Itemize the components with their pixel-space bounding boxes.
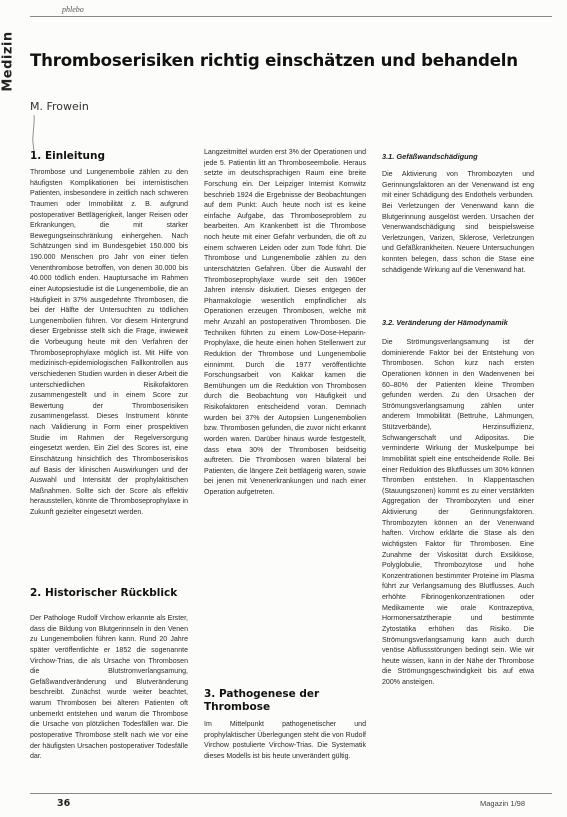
header-rule — [30, 16, 552, 17]
article-author: M. Frowein — [30, 100, 89, 113]
paragraph-history-continued: Langzeitmittel wurden erst 3% der Operationen und jede 5. Patientin litt an Thromboseembolie. Heraus setzte im deutschsprachigen Raum eine breite Forschung ein. Der Leipziger Internist Kornwitz beschrieb 1924 die Ergebnisse der Beobachtungen auf dem Punkt: Auch heute noch ist es keine einfache Aufgabe, das Thromboseproblem zu bearbeiten. Am Krankenbett ist die Thrombose noch heute mit einer Gefahr verbunden, die oft zu einem schweren Leiden oder zum Tode führt. Die Thrombose und Lungenembolie zählen zu den unterschätzten Gefahren. Über die Auswahl der Thromboseprophylaxe wurde seit den 1960er Jahren intensiv diskutiert. Dieses entgegen der Pharmakologie wesentlich empfindlicher als Operationen erzeugen Thrombosen, welche mit mehr Anzahl an postoperativen Thrombosen. Die Techniken führten zu einem Low-Dose-Heparin-Prophylaxe, die heute einen hohen Stellenwert zur Reduktion der Thrombose und Lungenembolie einnimmt. Durch die 1977 veröffentlichte Forschungsarbeit von Kakkar kamen die Bemühungen um die Reduktion von Thrombosen durch die Beobachtung von Häufigkeit und Risikofaktoren entscheidend voran. Demnach wurden bei 37% der Autopsien Lungenembolien bzw. Thrombosen gefunden, die zuvor nicht erkannt worden waren. Darüber hinaus wurde festgestellt, dass etwa 30% der Thrombosen beidseitig auftreten. Die Thrombosen waren bilateral bei Patienten, die längere Zeit bettlägerig waren, sowie bei jenen mit Venenerkrankungen und nach einer Operation aufgetreten. — [204, 149, 366, 496]
text-column-2 — [204, 148, 366, 570]
footer-rule — [30, 793, 552, 794]
heading-haemodynamik: 3.2. Veränderung der Hämodynamik — [382, 318, 508, 327]
text-gefaesswand — [382, 170, 534, 288]
paragraph-haemodynamik: Die Strömungsverlangsamung ist der dominierende Faktor bei der Entstehung von Thrombosen. Schon kurz nach ersten Operationen können in den Wadenvenen bei 60–80% der Patienten kleine Thromben gefunden werden. Zu den Ursachen der Strömungsverlangsamung zählen unter anderem Immobilität (Bettruhe, Lähmungen, Stützverbände), Herzinsuffizienz, Schwangerschaft und Adipositas. Die verminderte Wirkung der Muskelpumpe bei Immobilität spielt eine entscheidende Rolle. Bei einer Reduktion des Blutflusses um 30% können Thromben entstehen. In Klappentaschen (Stauungszonen) kommt es zu einer verstärkten Aggregation der Thrombozyten und einer Aktivierung der Gerinnungsfaktoren. Thrombozyten können an der Venenwand haften. Virchow erklärte die Stase als den wichtigsten Faktor für Thrombosen. Eine Zunahme der Viskosität durch Exsikkose, Polyglobulie, Thrombozytose und hohe Konzentrationen bestimmter Proteine im Plasma führt zur Verlangsamung des Blutflusses. Auch erhöhte Fibrinogenkonzentrationen oder Medikamente wie orale Kontrazeptiva, Hormonersatztherapie und bestimmte Zytostatika erhöhen das Risiko. Die Strömungsverlangsamung kann auch durch venöse Abflussstörungen bedingt sein. Wie wir heute wissen, kann in der Nähe der Thrombose die Strömungsgeschwindigkeit bis auf etwa 200% ansteigen. — [382, 339, 534, 686]
heading-einleitung: 1. Einleitung — [30, 150, 106, 162]
heading-pathogenese: 3. Pathogenese der Thrombose — [204, 688, 320, 713]
running-head: phlebo — [62, 5, 84, 14]
page-number: 36 — [57, 798, 71, 809]
paragraph-pathogenese: Im Mittelpunkt pathogenetischer und prophylaktischer Überlegungen steht die von Rudolf Virchow postulierte Virchow-Trias. Die Systematik dieses Modells ist bis heute unverändert gültig. — [204, 721, 366, 760]
section-tab-label: Medizin — [0, 31, 16, 92]
heading-gefaesswand: 3.1. Gefäßwandschädigung — [382, 152, 478, 161]
text-pathogenese — [204, 720, 366, 770]
paragraph-rueckblick: Der Pathologe Rudolf Virchow erkannte als Erster, dass die Bildung von Blutgerinnseln in den Venen zu Lungenembolien führen kann. Rund 20 Jahre später veröffentlichte er 1852 die sogenannte Virchow-Trias, die als Ursache von Thrombosen die Blutstromverlangsamung, Gefäßwandveränderung und Blutveränderung beschreibt. Zunächst wurde weiter beachtet, warum Thrombosen bei älteren Patienten oft unbemerkt entstehen und warum die Thrombose die Ursache von plötzlichen Todesfällen war. Die postoperative Thrombose stellt nach wie vor eine der häufigsten Ursachen postoperativer Todesfälle dar. — [30, 615, 188, 761]
paragraph-gefaesswand: Die Aktivierung von Thrombozyten und Gerinnungsfaktoren an der Venenwand ist eng mit einer Schädigung des Endothels verbunden. Bei Verletzungen der Venenwand kann die Blutgerinnung ausgelöst werden. Ursachen der Venenwandschädigung sind beispielsweise Verletzungen, Varizen, Sklerose, Verletzungen und Gefäßkrankheiten. Neuere Untersuchungen konnten belegen, dass schon die Stase eine schädigende Wirkung auf die Venenwand hat. — [382, 171, 534, 274]
section-tab — [1, 24, 17, 102]
journal-issue: Magazin 1/98 — [480, 799, 526, 808]
article-title: Thromboserisiken richtig einschätzen und behandeln — [30, 51, 518, 70]
text-haemodynamik — [382, 338, 534, 780]
text-rueckblick — [30, 614, 188, 784]
text-einleitung — [30, 168, 188, 516]
paragraph-einleitung: Thrombose und Lungenembolie zählen zu den häufigsten Komplikationen bei internistischen Patienten, insbesondere in zeitlich nach schweren Traumen oder Immobilität z. B. aufgrund postoperativer Bettlägerigkeit, langer Reisen oder Erkrankungen, die mit starker Bewegungseinschränkung einhergehen. Nach Schätzungen sind im Bundesgebiet 150.000 bis 190.000 Menschen pro Jahr von einer tiefen Venenthrombose betroffen, von denen 30.000 bis 40.000 tödlich enden. Hauptursache im Rahmen einer Autopsiestudie ist die Lungenembolie, die an Häufigkeit in 37% ausgedehnte Thrombosen, die bei der Hälfte der Untersuchten zu tödlichen Lungenembolien führen. Vor diesem Hintergrund dieser Ergebnisse stellt sich die Frage, inwieweit die Vorbeugung heute mit den Verfahren der Thromboseprophylaxe möglich ist. Mit Hilfe von medizinisch-epidemiologischen Fallkontrollen aus verschiedenen Studien wurden in dieser Arbeit die unterschiedlichen Risikofaktoren zusammengestellt und in einem Score zur Bewertung der Thromboserisiken zusammengefasst. Dieses Instrument könnte nach Validierung in Form einer prospektiven Studie im Rahmen der Regelversorgung eingesetzt werden. Ein Ziel des Scores ist, eine Einschätzung hinsichtlich des Thromboserisikos auf Basis der klinischen Auswirkungen und der Auswahl und Intensität der prophylaktischen Maßnahmen. Sollte sich der Score als effektiv herausstellen, könnte die Thromboseprophylaxe in Zukunft gezielter eingesetzt werden. — [30, 169, 188, 516]
heading-rueckblick: 2. Historischer Rückblick — [30, 587, 178, 599]
